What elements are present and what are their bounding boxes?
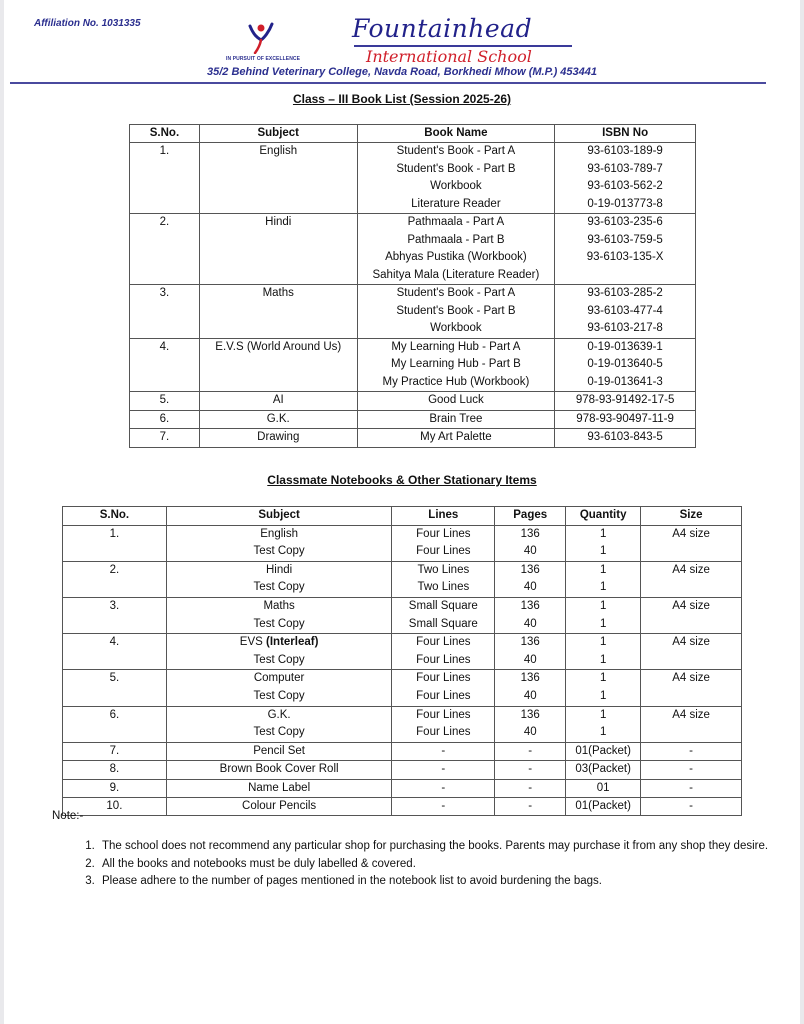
book-name: Student's Book - Part A (396, 287, 516, 299)
subject-cell: English (199, 143, 357, 214)
pages-cell (495, 706, 566, 742)
serial-number-cell: 6. (130, 410, 200, 429)
size-cell: A4 size (641, 634, 742, 670)
book-list-title: Class – III Book List (Session 2025-26) (292, 92, 512, 106)
table-row (63, 797, 742, 815)
table-row (63, 597, 742, 633)
subject-name (171, 724, 388, 742)
serial-number-cell: 3. (130, 285, 200, 339)
quantity-cell: 01(Packet) (566, 742, 641, 760)
book-name: My Learning Hub - Part A (391, 340, 521, 353)
serial-number-cell: 10. (63, 797, 167, 815)
note-item: 2. All the books and notebooks must be duly labelled & covered. (98, 856, 798, 874)
subject-cell: Name Label (166, 779, 392, 797)
subject-name (171, 670, 388, 688)
book-name: Pathmaala - Part A (407, 216, 505, 228)
isbn-number: 93-6103-562-2 (587, 180, 663, 192)
table-row (130, 429, 696, 448)
subject-name (171, 543, 388, 561)
lines-value: Four Lines (416, 527, 471, 540)
book-name: Brain Tree (429, 412, 483, 425)
size-cell: A4 size (641, 670, 742, 706)
table-row (63, 670, 742, 706)
school-subtitle: International School (366, 47, 532, 66)
column-header: S.No. (130, 125, 200, 143)
quantity-cell (566, 670, 641, 706)
book-names-cell (357, 143, 555, 214)
subject-text: Test Copy (253, 726, 305, 739)
isbn-number: 978-93-91492-17-5 (575, 394, 675, 406)
subject-cell: Brown Book Cover Roll (166, 761, 392, 779)
book-name: Student's Book - Part B (396, 304, 516, 317)
subject-cell (166, 706, 392, 742)
pages-cell (495, 634, 566, 670)
isbn-number: 93-6103-189-9 (587, 145, 663, 157)
quantity-cell (566, 561, 641, 597)
quantity-cell (566, 706, 641, 742)
pages-value: 40 (523, 545, 537, 558)
note-item: 1. The school does not recommend any particular shop for purchasing the books. Parents may purchase it from any shop they desire. (98, 838, 798, 856)
table-row (130, 410, 696, 429)
lines-cell (392, 525, 495, 561)
subject-name (171, 562, 388, 580)
subject-text: Test Copy (253, 581, 305, 594)
quantity-value: 1 (599, 599, 607, 612)
quantity-cell (566, 597, 641, 633)
isbn-number: 0-19-013639-1 (587, 340, 663, 353)
table-row (130, 214, 696, 285)
quantity-value: 1 (599, 653, 607, 666)
pages-cell: - (495, 779, 566, 797)
quantity-cell: 01 (566, 779, 641, 797)
lines-cell: - (392, 779, 495, 797)
table-header-row (130, 125, 696, 143)
serial-number-cell: 4. (63, 634, 167, 670)
subject-name (171, 634, 388, 652)
quantity-cell: 01(Packet) (566, 797, 641, 815)
subject-cell: Pencil Set (166, 742, 392, 760)
book-name: Workbook (430, 322, 482, 334)
pages-cell: - (495, 761, 566, 779)
subject-cell: Maths (199, 285, 357, 339)
pages-value: 136 (520, 527, 540, 540)
isbn-number: 93-6103-843-5 (587, 431, 663, 443)
pages-value: 40 (523, 581, 537, 594)
pages-value: 40 (523, 653, 537, 666)
book-name: Sahitya Mala (Literature Reader) (372, 268, 540, 281)
quantity-cell: 03(Packet) (566, 761, 641, 779)
quantity-value: 1 (599, 636, 607, 649)
isbn-cell (555, 143, 696, 214)
quantity-value: 1 (599, 672, 607, 685)
table-row (63, 742, 742, 760)
size-cell: A4 size (641, 597, 742, 633)
subject-cell: Drawing (199, 429, 357, 448)
school-logo-icon (242, 22, 282, 54)
book-name: Pathmaala - Part B (407, 233, 505, 246)
subject-text: Computer (253, 672, 305, 685)
logo-tagline: IN PURSUIT OF EXCELLENCE (226, 56, 301, 62)
isbn-number: 0-19-013773-8 (587, 197, 663, 210)
book-name: Student's Book - Part B (396, 162, 516, 175)
subject-text: English (260, 527, 298, 540)
lines-cell (392, 561, 495, 597)
book-name: Literature Reader (411, 197, 501, 210)
book-name: Good Luck (428, 394, 484, 406)
subject-name (171, 688, 388, 706)
subject-cell: Hindi (199, 214, 357, 285)
column-header: ISBN No (555, 125, 696, 143)
column-header: Subject (166, 507, 392, 526)
book-names-cell (357, 410, 555, 429)
subject-cell (166, 670, 392, 706)
pages-value: 136 (520, 636, 540, 649)
table-row (63, 634, 742, 670)
subject-text: Test Copy (253, 617, 305, 630)
column-header: Pages (495, 507, 566, 526)
lines-value: Small Square (408, 599, 478, 612)
size-cell: A4 size (641, 561, 742, 597)
table-row (130, 143, 696, 214)
school-address: 35/2 Behind Veterinary College, Navda Road, Borkhedi Mhow (M.P.) 453441 (206, 66, 597, 78)
quantity-cell (566, 525, 641, 561)
subject-cell (166, 634, 392, 670)
lines-cell (392, 706, 495, 742)
lines-value: Four Lines (416, 672, 471, 685)
lines-value: Small Square (408, 617, 478, 630)
subject-text: Maths (263, 599, 295, 612)
serial-number-cell: 5. (63, 670, 167, 706)
subject-name (171, 707, 388, 725)
pages-cell: - (495, 797, 566, 815)
lines-value: Four Lines (416, 726, 471, 739)
subject-cell (166, 561, 392, 597)
column-header: Lines (392, 507, 495, 526)
quantity-value: 1 (599, 689, 607, 702)
pages-value: 136 (520, 599, 540, 612)
subject-cell: E.V.S (World Around Us) (199, 338, 357, 392)
table-row (63, 706, 742, 742)
book-names-cell (357, 285, 555, 339)
pages-value: 136 (520, 563, 540, 576)
table-row (63, 561, 742, 597)
note-item: 3. Please adhere to the number of pages mentioned in the notebook list to avoid burdening the bags. (98, 873, 798, 891)
isbn-number: 978-93-90497-11-9 (576, 412, 674, 425)
lines-value: Two Lines (417, 563, 470, 576)
subject-name (171, 598, 388, 616)
subject-text: Test Copy (253, 653, 305, 666)
serial-number-cell: 2. (130, 214, 200, 285)
subject-name (171, 616, 388, 634)
book-name: My Learning Hub - Part B (391, 358, 521, 370)
lines-value: Four Lines (416, 653, 471, 666)
subject-cell (166, 597, 392, 633)
quantity-value: 1 (599, 581, 607, 594)
lines-cell (392, 670, 495, 706)
pages-cell (495, 561, 566, 597)
serial-number-cell: 4. (130, 338, 200, 392)
pages-cell (495, 597, 566, 633)
lines-cell: - (392, 742, 495, 760)
serial-number-cell: 9. (63, 779, 167, 797)
pages-cell (495, 670, 566, 706)
subject-text: Test Copy (253, 545, 305, 558)
subject-name (171, 526, 388, 544)
book-names-cell (357, 392, 555, 411)
serial-number-cell: 7. (63, 742, 167, 760)
column-header: Size (641, 507, 742, 526)
isbn-number: 0-19-013641-3 (587, 375, 663, 388)
quantity-cell (566, 634, 641, 670)
subject-text: Test Copy (253, 689, 305, 702)
book-list-table (129, 124, 696, 448)
subject-bold-text: (Interleaf) (266, 636, 319, 649)
table-row (63, 761, 742, 779)
lines-cell: - (392, 761, 495, 779)
subject-cell: G.K. (199, 410, 357, 429)
subject-text: EVS (239, 636, 263, 649)
isbn-cell (555, 429, 696, 448)
notes-list (66, 838, 798, 891)
isbn-number: 93-6103-235-6 (587, 216, 663, 228)
isbn-number: 93-6103-217-8 (587, 322, 663, 334)
isbn-cell (555, 392, 696, 411)
subject-text: Hindi (266, 563, 293, 576)
lines-value: Four Lines (416, 545, 471, 558)
notebook-list-title: Classmate Notebooks & Other Stationary Items (267, 473, 537, 487)
quantity-value: 1 (599, 527, 607, 540)
table-row (130, 392, 696, 411)
quantity-value: 1 (599, 563, 607, 576)
school-name: Fountainhead (352, 14, 533, 43)
pages-value: 40 (523, 617, 537, 630)
quantity-value: 1 (599, 545, 607, 558)
quantity-value: 1 (599, 708, 607, 721)
subject-name (171, 579, 388, 597)
pages-cell (495, 525, 566, 561)
lines-value: Four Lines (416, 636, 471, 649)
size-cell: - (641, 761, 742, 779)
isbn-cell (555, 410, 696, 429)
table-row (130, 338, 696, 392)
table-header-row (63, 507, 742, 526)
isbn-cell (555, 285, 696, 339)
lines-cell (392, 597, 495, 633)
header-divider (10, 82, 766, 84)
isbn-number: 93-6103-285-2 (587, 287, 663, 299)
pages-value: 136 (520, 708, 540, 721)
size-cell: A4 size (641, 706, 742, 742)
column-header: S.No. (63, 507, 167, 526)
isbn-number: 93-6103-789-7 (587, 162, 663, 175)
isbn-number: 93-6103-759-5 (587, 233, 663, 246)
lines-value: Four Lines (416, 708, 471, 721)
notebook-list-table (62, 506, 742, 816)
pages-cell: - (495, 742, 566, 760)
quantity-value: 1 (599, 726, 607, 739)
size-cell: - (641, 779, 742, 797)
isbn-cell (555, 338, 696, 392)
quantity-value: 1 (599, 617, 607, 630)
affiliation-number: Affiliation No. 1031335 (34, 18, 141, 29)
book-names-cell (357, 214, 555, 285)
size-cell: - (641, 797, 742, 815)
isbn-number: 93-6103-135-X (586, 251, 664, 263)
subject-name (171, 652, 388, 670)
lines-cell (392, 634, 495, 670)
size-cell: - (641, 742, 742, 760)
book-names-cell (357, 429, 555, 448)
isbn-cell (555, 214, 696, 285)
book-names-cell (357, 338, 555, 392)
subject-cell: AI (199, 392, 357, 411)
size-cell: A4 size (641, 525, 742, 561)
serial-number-cell: 1. (63, 525, 167, 561)
isbn-number: 0-19-013640-5 (587, 358, 663, 370)
pages-value: 40 (523, 726, 537, 739)
column-header: Subject (199, 125, 357, 143)
serial-number-cell: 1. (130, 143, 200, 214)
table-row (130, 285, 696, 339)
book-name: My Art Palette (420, 431, 492, 443)
lines-value: Two Lines (417, 581, 470, 594)
book-name: Student's Book - Part A (396, 145, 516, 157)
serial-number-cell: 5. (130, 392, 200, 411)
notes-label: Note:- (52, 810, 84, 822)
isbn-number: 93-6103-477-4 (587, 304, 663, 317)
table-row (63, 779, 742, 797)
column-header: Book Name (357, 125, 555, 143)
book-name: Workbook (430, 180, 482, 192)
serial-number-cell: 3. (63, 597, 167, 633)
serial-number-cell: 2. (63, 561, 167, 597)
lines-cell: - (392, 797, 495, 815)
serial-number-cell: 7. (130, 429, 200, 448)
subject-cell: Colour Pencils (166, 797, 392, 815)
table-row (63, 525, 742, 561)
book-name: Abhyas Pustika (Workbook) (385, 251, 527, 263)
pages-value: 136 (520, 672, 540, 685)
serial-number-cell: 6. (63, 706, 167, 742)
serial-number-cell: 8. (63, 761, 167, 779)
lines-value: Four Lines (416, 689, 471, 702)
book-name: My Practice Hub (Workbook) (382, 375, 530, 388)
column-header: Quantity (566, 507, 641, 526)
subject-cell (166, 525, 392, 561)
subject-text: G.K. (267, 708, 291, 721)
pages-value: 40 (523, 689, 537, 702)
isbn-number (559, 267, 691, 285)
